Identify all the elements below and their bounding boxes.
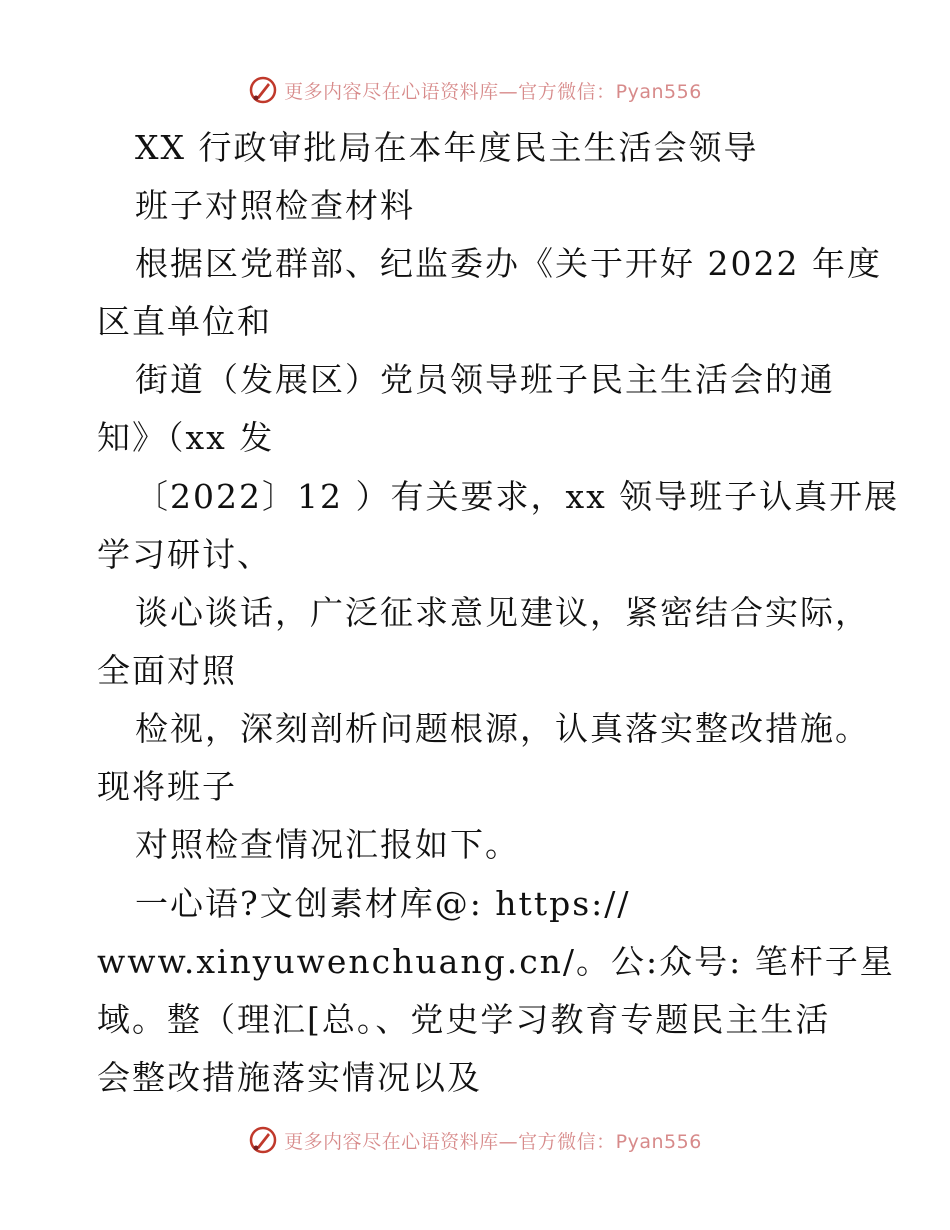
watermark-text: 更多内容尽在心语资料库—官方微信：Pyan556 [284,1130,702,1153]
doc-text-line: 对照检查情况汇报如下。 [135,825,520,864]
doc-text-line: 域。整（理汇[总。、党史学习教育专题民主生活 [97,1000,831,1039]
doc-text-line: 知》（xx 发 [97,418,275,457]
doc-text-line: 现将班子 [97,767,237,806]
doc-text-line: 街道（发展区）党员领导班子民主生活会的通 [135,360,835,399]
doc-text-line: 谈心谈话，广泛征求意见建议，紧密结合实际， [135,593,870,632]
watermark-banner-top [0,70,950,110]
doc-text-line: www.xinyuwenchuang.cn/。公:众号: 笔杆子星 [97,942,895,981]
doc-text-line: 〔2022〕12 ）有关要求，xx 领导班子认真开展 [135,477,900,516]
doc-text-line: 检视，深刻剖析问题根源，认真落实整改措施。 [135,709,870,748]
watermark-content [248,1125,702,1155]
doc-text-line: 学习研讨、 [97,535,272,574]
doc-text-line: 会整改措施落实情况以及 [97,1058,482,1097]
doc-text-line: 一心语?文创素材库@: https:// [135,884,631,923]
doc-text-line: 根据区党群部、纪监委办《关于开好 2022 年度 [135,244,882,283]
watermark-banner-bottom [0,1120,950,1160]
quill-circle-icon [248,1125,278,1155]
watermark-content [248,75,702,105]
doc-text-line: 全面对照 [97,651,237,690]
doc-text-line: 区直单位和 [97,302,272,341]
doc-title-line-1: XX 行政审批局在本年度民主生活会领导 [135,128,759,167]
doc-title-line-2: 班子对照检查材料 [135,186,415,225]
watermark-text: 更多内容尽在心语资料库—官方微信：Pyan556 [284,80,702,103]
quill-circle-icon [248,75,278,105]
